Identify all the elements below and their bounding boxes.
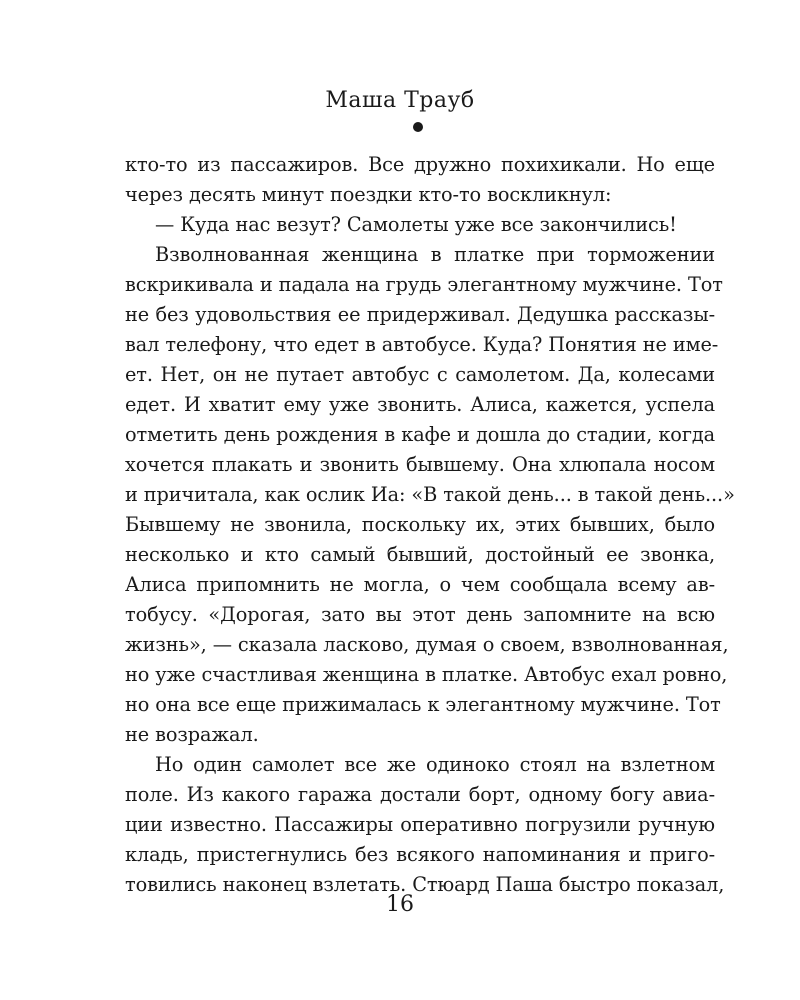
text-line: — Куда нас везут? Самолеты уже все закончились! <box>155 213 677 236</box>
text-line: через десять минут поездки кто-то воскликнул: <box>125 183 612 206</box>
text-line: Взволнованная женщина в платке при торможении <box>155 243 715 266</box>
text-line: тобусу. «Дорогая, зато вы этот день запомните на всю <box>125 603 715 626</box>
page-body-text <box>125 150 735 900</box>
text-line: вскрикивала и падала на грудь элегантному мужчине. Тот <box>125 273 723 296</box>
text-line: жизнь», — сказала ласково, думая о своем, взволнованная, <box>125 633 729 656</box>
text-line: поле. Из какого гаража достали борт, одному богу авиа- <box>125 783 715 806</box>
text-line: не без удовольствия ее придерживал. Дедушка рассказы- <box>125 303 715 326</box>
page-number: 16 <box>386 892 414 917</box>
text-line: и причитала, как ослик Иа: «В такой день... в такой день...» <box>125 483 735 506</box>
text-line: но она все еще прижималась к элегантному мужчине. Тот <box>125 693 721 716</box>
text-line: кладь, пристегнулись без всякого напоминания и приго- <box>125 843 715 866</box>
header-bullet-ornament <box>413 122 423 132</box>
text-line: ции известно. Пассажиры оперативно погрузили ручную <box>125 813 715 836</box>
text-line: Но один самолет все же одиноко стоял на взлетном <box>155 753 715 776</box>
text-line: ет. Нет, он не путает автобус с самолетом. Да, колесами <box>125 363 715 386</box>
text-line: Алиса припомнить не могла, о чем сообщала всему ав- <box>125 573 715 596</box>
text-line: но уже счастливая женщина в платке. Автобус ехал ровно, <box>125 663 728 686</box>
text-line: товились наконец взлетать. Стюард Паша быстро показал, <box>125 873 725 896</box>
text-line: отметить день рождения в кафе и дошла до стадии, когда <box>125 423 715 446</box>
text-line: кто-то из пассажиров. Все дружно похихикали. Но еще <box>125 153 715 176</box>
text-line: Бывшему не звонила, поскольку их, этих бывших, было <box>125 513 715 536</box>
text-line: не возражал. <box>125 723 259 746</box>
text-line: едет. И хватит ему уже звонить. Алиса, кажется, успела <box>125 393 715 416</box>
text-line: вал телефону, что едет в автобусе. Куда? Понятия не име- <box>125 333 719 356</box>
text-line: несколько и кто самый бывший, достойный ее звонка, <box>125 543 715 566</box>
running-head: Маша Трауб <box>325 88 475 113</box>
text-line: хочется плакать и звонить бывшему. Она хлюпала носом <box>125 453 715 476</box>
